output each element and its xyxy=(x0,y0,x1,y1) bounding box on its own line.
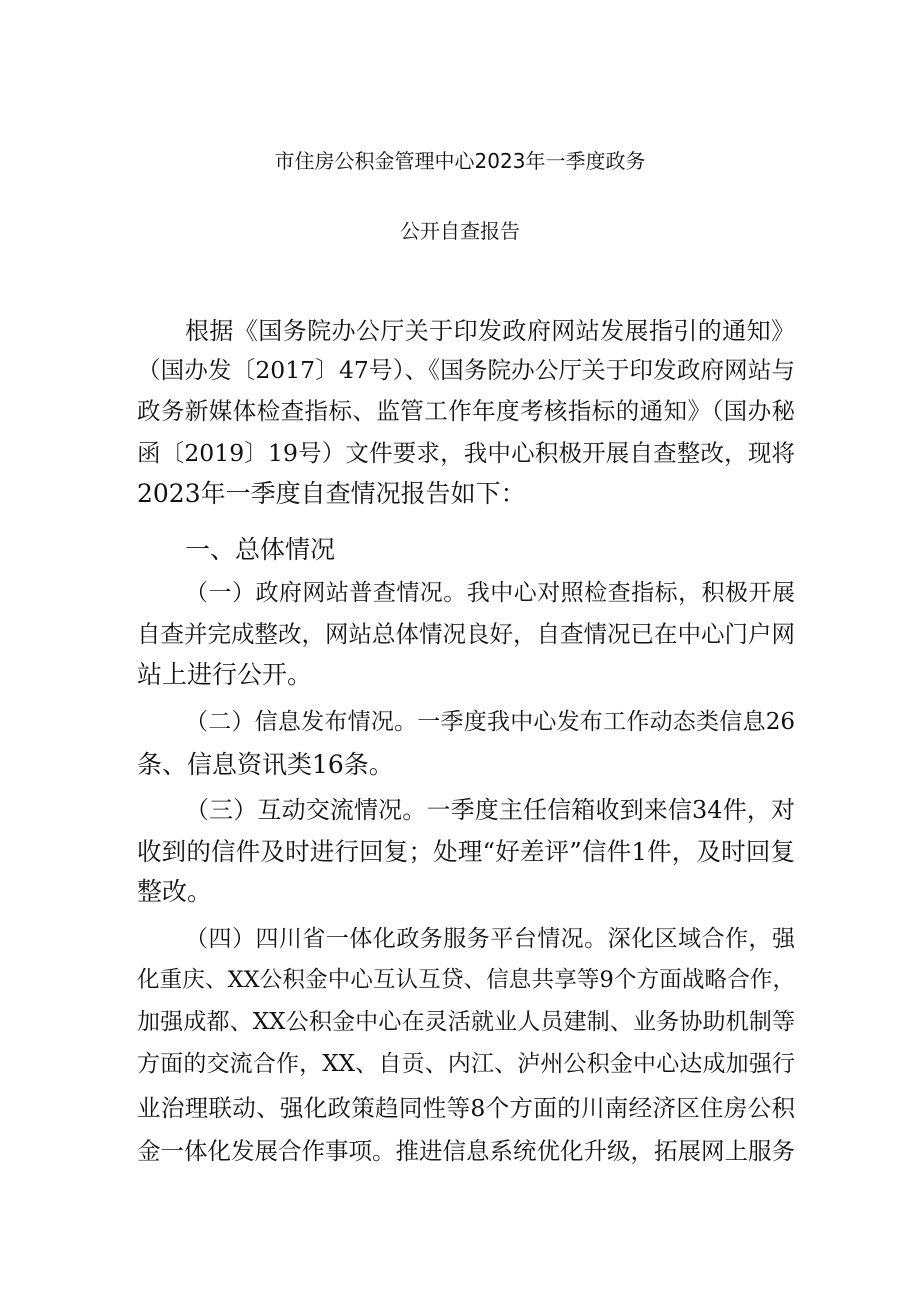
intro-line-3: 政务新媒体检查指标、监管工作年度考核指标的通知》（国办秘 xyxy=(137,397,795,425)
para4-line-4: 方面的交流合作，XX、自贡、内江、泸州公积金中心达成加强行 xyxy=(137,1051,795,1077)
intro-line-2: （国办发〔2017〕47号）、《国务院办公厅关于印发政府网站与 xyxy=(137,356,795,384)
para3-line-1: （三）互动交流情况。一季度主任信箱收到来信34件，对 xyxy=(185,796,795,824)
para2-line-2: 条、信息资讯类16条。 xyxy=(137,750,394,779)
para4-line-1: （四）四川省一体化政务服务平台情况。深化区域合作，强 xyxy=(185,926,795,952)
intro-line-4: 函〔2019〕19号）文件要求，我中心积极开展自查整改，现将 xyxy=(137,439,795,467)
section-heading-overview: 一、总体情况 xyxy=(185,535,336,564)
para4-line-3: 加强成都、XX公积金中心在灵活就业人员建制、业务协助机制等 xyxy=(137,1009,795,1035)
document-title-line-1: 市住房公积金管理中心2023年一季度政务 xyxy=(274,149,646,173)
para4-line-6: 金一体化发展合作事项。推进信息系统优化升级，拓展网上服务 xyxy=(137,1137,795,1165)
para1-line-2: 自查并完成整改，网站总体情况良好，自查情况已在中心门户网 xyxy=(137,620,795,648)
para3-line-2: 收到的信件及时进行回复；处理“好差评”信件1件，及时回复 xyxy=(137,837,795,866)
para1-line-3: 站上进行公开。 xyxy=(137,660,313,689)
para3-line-3: 整改。 xyxy=(137,877,213,906)
intro-line-5: 2023年一季度自查情况报告如下： xyxy=(137,479,526,508)
document-title-line-2: 公开自查报告 xyxy=(400,219,520,243)
para4-line-2: 化重庆、XX公积金中心互认互贷、信息共享等9个方面战略合作， xyxy=(137,967,795,993)
para2-line-1: （二）信息发布情况。一季度我中心发布工作动态类信息26 xyxy=(185,709,795,735)
para1-line-1: （一）政府网站普查情况。我中心对照检查指标，积极开展 xyxy=(185,580,795,606)
intro-line-1: 根据《国务院办公厅关于印发政府网站发展指引的通知》 xyxy=(185,317,795,345)
para4-line-5: 业治理联动、强化政策趋同性等8个方面的川南经济区住房公积 xyxy=(137,1094,795,1122)
